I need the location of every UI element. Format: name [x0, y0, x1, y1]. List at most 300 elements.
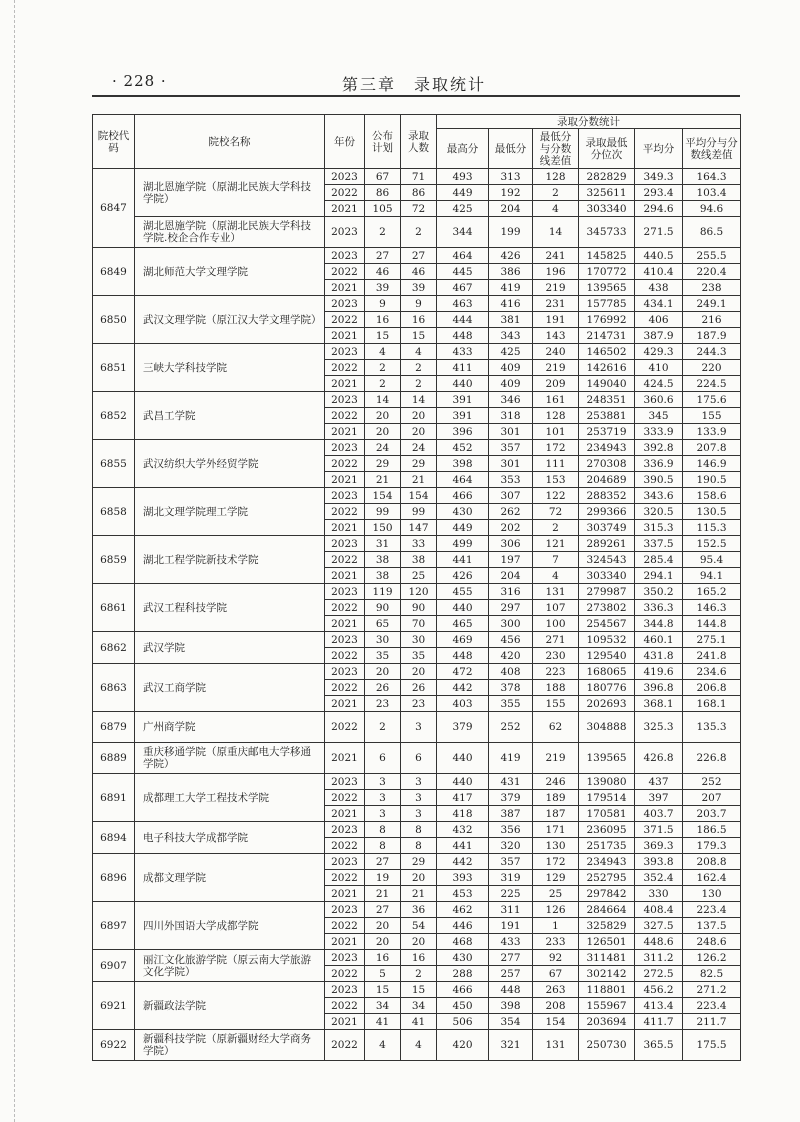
school-code: 6907 [93, 950, 135, 982]
header-avg: 平均分 [635, 129, 683, 169]
cell-plan: 8 [365, 838, 401, 854]
cell-min-rank: 202693 [579, 696, 635, 712]
cell-min-diff: 188 [533, 680, 579, 696]
cell-year: 2022 [325, 998, 365, 1014]
cell-admitted: 27 [401, 248, 437, 264]
cell-avg-diff: 275.1 [683, 632, 741, 648]
cell-plan: 3 [365, 774, 401, 790]
cell-min-diff: 171 [533, 822, 579, 838]
cell-admitted: 38 [401, 552, 437, 568]
cell-plan: 34 [365, 998, 401, 1014]
school-name: 成都文理学院 [135, 854, 325, 902]
cell-max-score: 468 [437, 934, 489, 950]
header-max: 最高分 [437, 129, 489, 169]
admission-statistics-table [92, 114, 741, 1061]
cell-min-diff: 196 [533, 264, 579, 280]
cell-min-score: 419 [489, 280, 533, 296]
cell-year: 2021 [325, 886, 365, 902]
cell-min-score: 192 [489, 185, 533, 201]
cell-max-score: 430 [437, 504, 489, 520]
cell-avg-diff: 207.8 [683, 440, 741, 456]
cell-min-diff: 25 [533, 886, 579, 902]
cell-avg-score: 424.5 [635, 376, 683, 392]
cell-admitted: 71 [401, 169, 437, 185]
cell-avg-diff: 94.6 [683, 201, 741, 217]
cell-avg-diff: 271.2 [683, 982, 741, 998]
cell-min-diff: 107 [533, 600, 579, 616]
cell-avg-diff: 238 [683, 280, 741, 296]
cell-plan: 41 [365, 1014, 401, 1030]
cell-min-score: 297 [489, 600, 533, 616]
cell-min-rank: 251735 [579, 838, 635, 854]
school-name: 武汉工商学院 [135, 664, 325, 712]
cell-min-rank: 139565 [579, 743, 635, 774]
cell-avg-score: 431.8 [635, 648, 683, 664]
cell-avg-score: 413.4 [635, 998, 683, 1014]
cell-min-diff: 14 [533, 217, 579, 248]
school-code: 6849 [93, 248, 135, 296]
cell-min-rank: 270308 [579, 456, 635, 472]
cell-plan: 38 [365, 552, 401, 568]
cell-min-diff: 100 [533, 616, 579, 632]
school-code: 6852 [93, 392, 135, 440]
cell-admitted: 54 [401, 918, 437, 934]
cell-min-diff: 219 [533, 280, 579, 296]
cell-min-rank: 204689 [579, 472, 635, 488]
cell-min-rank: 157785 [579, 296, 635, 312]
cell-avg-score: 337.5 [635, 536, 683, 552]
cell-avg-diff: 137.5 [683, 918, 741, 934]
school-name: 三峡大学科技学院 [135, 344, 325, 392]
cell-avg-score: 456.2 [635, 982, 683, 998]
cell-min-rank: 180776 [579, 680, 635, 696]
cell-admitted: 72 [401, 201, 437, 217]
cell-year: 2021 [325, 328, 365, 344]
cell-min-diff: 111 [533, 456, 579, 472]
cell-min-score: 319 [489, 870, 533, 886]
cell-year: 2023 [325, 296, 365, 312]
school-name: 湖北工程学院新技术学院 [135, 536, 325, 584]
cell-plan: 38 [365, 568, 401, 584]
cell-plan: 21 [365, 472, 401, 488]
cell-min-diff: 223 [533, 664, 579, 680]
cell-year: 2022 [325, 1030, 365, 1061]
cell-plan: 150 [365, 520, 401, 536]
cell-avg-score: 426.8 [635, 743, 683, 774]
cell-plan: 46 [365, 264, 401, 280]
cell-plan: 23 [365, 696, 401, 712]
school-name: 武汉工程科技学院 [135, 584, 325, 632]
cell-plan: 20 [365, 664, 401, 680]
cell-min-score: 431 [489, 774, 533, 790]
cell-min-score: 448 [489, 982, 533, 998]
cell-min-rank: 170772 [579, 264, 635, 280]
cell-min-rank: 254567 [579, 616, 635, 632]
cell-min-rank: 139565 [579, 280, 635, 296]
cell-year: 2022 [325, 712, 365, 743]
cell-min-diff: 233 [533, 934, 579, 950]
cell-admitted: 3 [401, 774, 437, 790]
cell-min-score: 456 [489, 632, 533, 648]
cell-min-score: 353 [489, 472, 533, 488]
cell-admitted: 15 [401, 982, 437, 998]
cell-avg-score: 294.6 [635, 201, 683, 217]
cell-avg-score: 350.2 [635, 584, 683, 600]
cell-min-score: 225 [489, 886, 533, 902]
header-year: 年份 [325, 115, 365, 169]
cell-min-diff: 172 [533, 854, 579, 870]
cell-plan: 67 [365, 169, 401, 185]
cell-avg-score: 397 [635, 790, 683, 806]
cell-min-rank: 234943 [579, 854, 635, 870]
cell-min-diff: 241 [533, 248, 579, 264]
cell-min-rank: 302142 [579, 966, 635, 982]
cell-min-diff: 172 [533, 440, 579, 456]
cell-avg-diff: 95.4 [683, 552, 741, 568]
cell-avg-diff: 86.5 [683, 217, 741, 248]
school-name: 四川外国语大学成都学院 [135, 902, 325, 950]
school-code: 6894 [93, 822, 135, 854]
cell-min-rank: 155967 [579, 998, 635, 1014]
cell-min-rank: 252795 [579, 870, 635, 886]
cell-year: 2023 [325, 982, 365, 998]
cell-min-score: 408 [489, 664, 533, 680]
cell-min-rank: 253881 [579, 408, 635, 424]
cell-min-score: 343 [489, 328, 533, 344]
cell-max-score: 441 [437, 552, 489, 568]
cell-avg-score: 396.8 [635, 680, 683, 696]
cell-max-score: 430 [437, 950, 489, 966]
cell-year: 2023 [325, 169, 365, 185]
cell-avg-diff: 130.5 [683, 504, 741, 520]
cell-admitted: 3 [401, 712, 437, 743]
cell-min-diff: 4 [533, 201, 579, 217]
cell-admitted: 14 [401, 392, 437, 408]
cell-max-score: 420 [437, 1030, 489, 1061]
cell-min-rank: 203694 [579, 1014, 635, 1030]
cell-year: 2023 [325, 902, 365, 918]
cell-max-score: 448 [437, 648, 489, 664]
cell-max-score: 463 [437, 296, 489, 312]
cell-year: 2023 [325, 822, 365, 838]
cell-min-rank: 282829 [579, 169, 635, 185]
cell-admitted: 21 [401, 472, 437, 488]
cell-max-score: 440 [437, 600, 489, 616]
cell-min-score: 416 [489, 296, 533, 312]
cell-plan: 26 [365, 680, 401, 696]
cell-min-rank: 324543 [579, 552, 635, 568]
cell-avg-score: 349.3 [635, 169, 683, 185]
cell-avg-score: 393.8 [635, 854, 683, 870]
school-code: 6847 [93, 169, 135, 248]
cell-max-score: 450 [437, 998, 489, 1014]
cell-min-rank: 234943 [579, 440, 635, 456]
school-name: 成都理工大学工程技术学院 [135, 774, 325, 822]
cell-admitted: 29 [401, 854, 437, 870]
cell-min-score: 433 [489, 934, 533, 950]
cell-avg-score: 327.5 [635, 918, 683, 934]
cell-min-score: 354 [489, 1014, 533, 1030]
cell-max-score: 499 [437, 536, 489, 552]
cell-year: 2021 [325, 934, 365, 950]
cell-max-score: 453 [437, 886, 489, 902]
school-name: 新疆科技学院（原新疆财经大学商务学院） [135, 1030, 325, 1061]
cell-avg-score: 408.4 [635, 902, 683, 918]
cell-avg-diff: 187.9 [683, 328, 741, 344]
cell-min-rank: 289261 [579, 536, 635, 552]
cell-year: 2023 [325, 217, 365, 248]
cell-min-rank: 284664 [579, 902, 635, 918]
school-name: 武汉学院 [135, 632, 325, 664]
cell-avg-score: 315.3 [635, 520, 683, 536]
cell-plan: 4 [365, 344, 401, 360]
cell-max-score: 466 [437, 982, 489, 998]
cell-min-diff: 4 [533, 568, 579, 584]
cell-avg-diff: 234.6 [683, 664, 741, 680]
cell-year: 2022 [325, 838, 365, 854]
table-row [93, 982, 741, 998]
cell-min-diff: 121 [533, 536, 579, 552]
table-row [93, 488, 741, 504]
cell-avg-diff: 168.1 [683, 696, 741, 712]
table-row [93, 950, 741, 966]
cell-min-rank: 139080 [579, 774, 635, 790]
cell-max-score: 449 [437, 185, 489, 201]
cell-year: 2023 [325, 248, 365, 264]
cell-max-score: 446 [437, 918, 489, 934]
cell-min-score: 199 [489, 217, 533, 248]
cell-avg-score: 403.7 [635, 806, 683, 822]
cell-plan: 3 [365, 790, 401, 806]
cell-admitted: 86 [401, 185, 437, 201]
cell-min-score: 320 [489, 838, 533, 854]
table-body [93, 169, 741, 1061]
cell-plan: 20 [365, 918, 401, 934]
cell-min-score: 301 [489, 456, 533, 472]
cell-min-diff: 130 [533, 838, 579, 854]
cell-admitted: 9 [401, 296, 437, 312]
cell-plan: 29 [365, 456, 401, 472]
cell-year: 2021 [325, 568, 365, 584]
cell-plan: 6 [365, 743, 401, 774]
cell-max-score: 465 [437, 616, 489, 632]
cell-year: 2021 [325, 696, 365, 712]
cell-avg-score: 285.4 [635, 552, 683, 568]
cell-min-score: 321 [489, 1030, 533, 1061]
cell-min-rank: 145825 [579, 248, 635, 264]
cell-min-rank: 176992 [579, 312, 635, 328]
table-row [93, 774, 741, 790]
cell-min-diff: 240 [533, 344, 579, 360]
cell-year: 2021 [325, 280, 365, 296]
cell-avg-score: 336.3 [635, 600, 683, 616]
cell-max-score: 396 [437, 424, 489, 440]
cell-min-rank: 118801 [579, 982, 635, 998]
cell-min-rank: 303749 [579, 520, 635, 536]
table-row [93, 536, 741, 552]
cell-min-score: 300 [489, 616, 533, 632]
cell-min-rank: 168065 [579, 664, 635, 680]
school-code: 6879 [93, 712, 135, 743]
cell-min-rank: 345733 [579, 217, 635, 248]
cell-avg-score: 272.5 [635, 966, 683, 982]
cell-avg-diff: 211.7 [683, 1014, 741, 1030]
cell-max-score: 452 [437, 440, 489, 456]
cell-min-score: 379 [489, 790, 533, 806]
cell-avg-score: 448.6 [635, 934, 683, 950]
cell-avg-diff: 208.8 [683, 854, 741, 870]
cell-avg-score: 271.5 [635, 217, 683, 248]
cell-year: 2022 [325, 264, 365, 280]
cell-avg-score: 440.5 [635, 248, 683, 264]
cell-avg-diff: 241.8 [683, 648, 741, 664]
cell-avg-score: 330 [635, 886, 683, 902]
cell-min-rank: 303340 [579, 201, 635, 217]
cell-avg-diff: 130 [683, 886, 741, 902]
cell-max-score: 493 [437, 169, 489, 185]
cell-plan: 99 [365, 504, 401, 520]
cell-max-score: 288 [437, 966, 489, 982]
cell-year: 2021 [325, 743, 365, 774]
cell-avg-diff: 244.3 [683, 344, 741, 360]
cell-min-rank: 325829 [579, 918, 635, 934]
table-row [93, 440, 741, 456]
cell-avg-diff: 223.4 [683, 998, 741, 1014]
cell-year: 2022 [325, 918, 365, 934]
cell-admitted: 20 [401, 870, 437, 886]
cell-year: 2023 [325, 632, 365, 648]
table-row [93, 217, 741, 248]
cell-avg-diff: 249.1 [683, 296, 741, 312]
cell-admitted: 3 [401, 806, 437, 822]
cell-admitted: 147 [401, 520, 437, 536]
cell-avg-score: 437 [635, 774, 683, 790]
cell-max-score: 445 [437, 264, 489, 280]
header-name: 院校名称 [135, 115, 325, 169]
cell-min-rank: 149040 [579, 376, 635, 392]
school-name: 广州商学院 [135, 712, 325, 743]
cell-plan: 119 [365, 584, 401, 600]
cell-min-score: 398 [489, 998, 533, 1014]
cell-admitted: 35 [401, 648, 437, 664]
cell-min-rank: 129540 [579, 648, 635, 664]
cell-min-diff: 208 [533, 998, 579, 1014]
cell-avg-diff: 224.5 [683, 376, 741, 392]
binding-margin-marks [14, 0, 25, 1122]
cell-avg-diff: 165.2 [683, 584, 741, 600]
cell-max-score: 464 [437, 472, 489, 488]
cell-max-score: 444 [437, 312, 489, 328]
school-name: 湖北文理学院理工学院 [135, 488, 325, 536]
cell-min-rank: 142616 [579, 360, 635, 376]
cell-plan: 86 [365, 185, 401, 201]
cell-min-diff: 67 [533, 966, 579, 982]
cell-min-score: 346 [489, 392, 533, 408]
cell-min-diff: 263 [533, 982, 579, 998]
cell-min-rank: 126501 [579, 934, 635, 950]
cell-avg-diff: 126.2 [683, 950, 741, 966]
cell-avg-score: 333.9 [635, 424, 683, 440]
cell-max-score: 440 [437, 774, 489, 790]
cell-avg-score: 293.4 [635, 185, 683, 201]
cell-admitted: 70 [401, 616, 437, 632]
cell-min-score: 419 [489, 743, 533, 774]
cell-year: 2022 [325, 680, 365, 696]
cell-avg-score: 438 [635, 280, 683, 296]
cell-admitted: 4 [401, 344, 437, 360]
cell-min-diff: 131 [533, 584, 579, 600]
cell-max-score: 442 [437, 854, 489, 870]
cell-admitted: 23 [401, 696, 437, 712]
cell-max-score: 426 [437, 568, 489, 584]
cell-max-score: 441 [437, 838, 489, 854]
school-name: 湖北恩施学院（原湖北民族大学科技学院.校企合作专业） [135, 217, 325, 248]
cell-max-score: 440 [437, 743, 489, 774]
cell-admitted: 8 [401, 838, 437, 854]
cell-plan: 21 [365, 886, 401, 902]
cell-avg-score: 392.8 [635, 440, 683, 456]
cell-min-score: 204 [489, 568, 533, 584]
table-row [93, 392, 741, 408]
table-row [93, 296, 741, 312]
cell-max-score: 442 [437, 680, 489, 696]
cell-plan: 16 [365, 312, 401, 328]
header-plan: 公布计划 [365, 115, 401, 169]
cell-plan: 2 [365, 217, 401, 248]
cell-max-score: 425 [437, 201, 489, 217]
cell-max-score: 449 [437, 520, 489, 536]
cell-avg-diff: 179.3 [683, 838, 741, 854]
school-name: 武汉纺织大学外经贸学院 [135, 440, 325, 488]
cell-year: 2023 [325, 440, 365, 456]
cell-avg-diff: 175.5 [683, 1030, 741, 1061]
cell-admitted: 2 [401, 966, 437, 982]
header-code: 院校代码 [93, 115, 135, 169]
cell-admitted: 99 [401, 504, 437, 520]
cell-admitted: 29 [401, 456, 437, 472]
cell-avg-score: 369.3 [635, 838, 683, 854]
cell-min-score: 252 [489, 712, 533, 743]
cell-min-score: 378 [489, 680, 533, 696]
cell-admitted: 90 [401, 600, 437, 616]
cell-min-score: 356 [489, 822, 533, 838]
cell-avg-score: 406 [635, 312, 683, 328]
cell-year: 2023 [325, 488, 365, 504]
cell-min-diff: 219 [533, 743, 579, 774]
cell-min-rank: 325611 [579, 185, 635, 201]
cell-year: 2022 [325, 360, 365, 376]
cell-year: 2023 [325, 392, 365, 408]
cell-admitted: 24 [401, 440, 437, 456]
cell-year: 2021 [325, 616, 365, 632]
cell-admitted: 4 [401, 1030, 437, 1061]
cell-max-score: 466 [437, 488, 489, 504]
cell-min-score: 357 [489, 854, 533, 870]
cell-min-diff: 101 [533, 424, 579, 440]
table-row [93, 743, 741, 774]
school-code: 6858 [93, 488, 135, 536]
cell-avg-score: 345 [635, 408, 683, 424]
cell-min-rank: 304888 [579, 712, 635, 743]
cell-avg-diff: 135.3 [683, 712, 741, 743]
cell-admitted: 46 [401, 264, 437, 280]
cell-min-score: 387 [489, 806, 533, 822]
cell-min-score: 262 [489, 504, 533, 520]
cell-min-score: 257 [489, 966, 533, 982]
cell-min-score: 197 [489, 552, 533, 568]
header-rank: 录取最低分位次 [579, 129, 635, 169]
cell-avg-score: 460.1 [635, 632, 683, 648]
